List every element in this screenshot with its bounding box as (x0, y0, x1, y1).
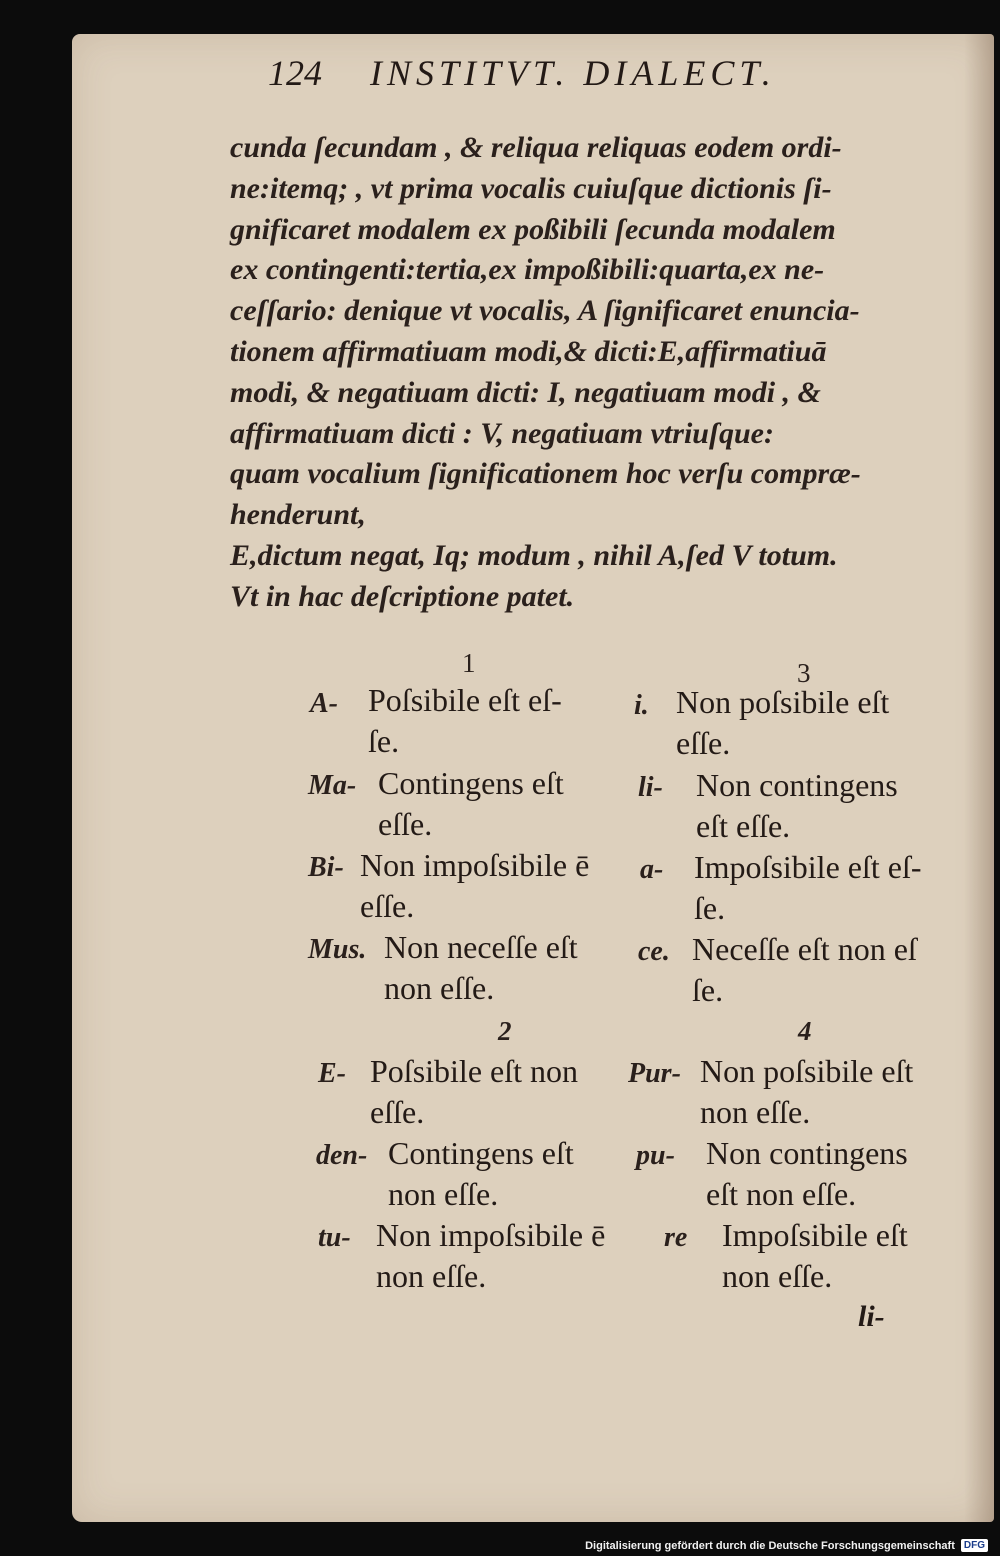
text-line: cunda ſecundam , & reliqua reliquas eodem ordi- (230, 131, 842, 164)
mnemonic-syllable: li- (638, 772, 663, 803)
modal-proposition: Non impoſsibile ē non eſſe. (376, 1217, 606, 1294)
mnemonic-syllable: Ma- (308, 770, 357, 801)
text-line: ne:itemq; , vt prima vocalis cuiuſque dictionis ſi- (230, 171, 832, 205)
text-line: tionem affirmatiuam modi,& dicti:E,affirmatiuā (230, 334, 827, 368)
catchword: li- (858, 1300, 885, 1333)
verse-line: E,dictum negat, Iq; modum , nihil A,ſed V totum. (230, 538, 838, 572)
text-line: ceſſario: denique vt vocalis, A ſignificaret enuncia- (230, 294, 860, 328)
mnemonic-syllable: re (664, 1222, 688, 1253)
modal-proposition: Poſsibile eſt eſ- ſe. (368, 682, 562, 759)
mnemonic-syllable: i. (634, 690, 649, 721)
text-line: ex contingenti:tertia,ex impoßibili:quarta,ex ne- (230, 253, 825, 287)
modal-proposition: Non neceſſe eſt non eſſe. (384, 929, 578, 1006)
group-number: 2 (498, 1016, 512, 1046)
body-paragraph (230, 128, 880, 618)
mnemonic-syllable: Mus. (308, 934, 367, 965)
group-number: 1 (462, 648, 476, 678)
mnemonic-syllable: A- (310, 688, 338, 719)
modal-proposition: Impoſsibile eſt eſ- ſe. (694, 849, 922, 926)
modal-proposition: Non contingens eſt non eſſe. (706, 1135, 908, 1212)
text-line: modi, & negatiuam dicti: I, negatiuam modi , & (230, 375, 821, 409)
page-number: 124 (268, 53, 322, 93)
text-line: affirmatiuam dicti : V, negatiuam vtriuſque: (230, 416, 774, 450)
mnemonic-syllable: ce. (638, 936, 670, 967)
group-number: 4 (798, 1016, 812, 1046)
dfg-logo: DFG (961, 1539, 988, 1552)
modal-proposition: Non poſsibile eſt non eſſe. (700, 1053, 914, 1130)
running-title: INSTITVT. DIALECT. (370, 53, 776, 93)
mnemonic-syllable: tu- (318, 1222, 351, 1253)
mnemonic-syllable: pu- (636, 1140, 675, 1171)
text-line: henderunt, (230, 498, 366, 532)
text-line: Vt in hac deſcriptione patet. (230, 579, 575, 613)
mnemonic-syllable: E- (318, 1058, 346, 1089)
text-line: quam vocalium ſignificationem hoc verſu compræ- (230, 457, 861, 491)
page-edge-shadow (964, 34, 994, 1522)
group-number: 3 (797, 658, 811, 688)
modal-proposition: Contingens eſt non eſſe. (388, 1135, 574, 1212)
modal-proposition: Contingens eſt eſſe. (378, 765, 564, 842)
digitization-credit (585, 1539, 988, 1552)
mnemonic-syllable: den- (316, 1140, 368, 1171)
modal-proposition: Non impoſsibile ē eſſe. (360, 847, 590, 924)
mnemonic-syllable: Pur- (628, 1058, 681, 1089)
mnemonic-syllable: Bi- (308, 852, 344, 883)
modal-proposition: Impoſsibile eſt non eſſe. (722, 1217, 908, 1294)
text-line: gnificaret modalem ex poßibili ſecunda modalem (230, 212, 836, 246)
running-header (268, 52, 828, 94)
modal-proposition: Non contingens eſt eſſe. (696, 767, 898, 844)
modal-proposition: Poſsibile eſt non eſſe. (370, 1053, 578, 1130)
mnemonic-syllable: a- (640, 854, 664, 885)
modal-proposition: Neceſſe eſt non eſ ſe. (692, 931, 917, 1008)
credit-text: Digitalisierung gefördert durch die Deutsche Forschungsgemeinschaft (585, 1539, 955, 1552)
modal-proposition: Non poſsibile eſt eſſe. (676, 684, 890, 761)
